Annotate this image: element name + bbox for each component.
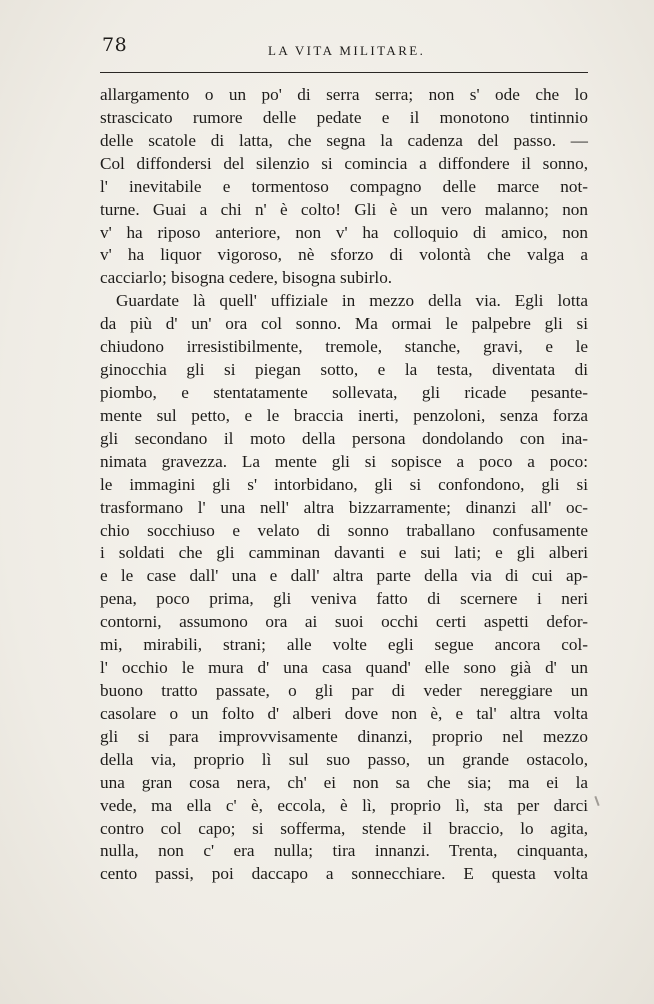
page-number: 78 <box>102 34 128 56</box>
text-line: l' occhio le mura d' una casa quand' elle sono già d' un <box>100 658 588 678</box>
paragraph-start-line: Guardate là quell' uffiziale in mezzo della via. Egli lotta <box>116 291 588 311</box>
text-line: casolare o un folto d' alberi dove non è, e tal' altra volta <box>100 703 588 723</box>
text-line: da più d' un' ora col sonno. Ma ormai le palpebre gli si <box>100 314 588 334</box>
text-line: trasformano l' una nell' altra bizzarramente; dinanzi all' oc- <box>100 497 588 517</box>
text-line: mi, mirabili, strani; alle volte egli segue ancora col- <box>100 635 588 655</box>
text-line: l' inevitabile e tormentoso compagno delle marce not- <box>100 176 588 196</box>
text-line: ginocchia gli si piegan sotto, e la testa, diventata di <box>100 360 588 380</box>
text-line: Col diffondersi del silenzio si comincia a diffondere il sonno, <box>100 153 588 173</box>
text-line: della via, proprio lì sul suo passo, un grande ostacolo, <box>100 749 588 769</box>
text-line: vede, ma ella c' è, eccola, è lì, proprio lì, sta per darci <box>100 795 588 815</box>
text-line: allargamento o un po' di serra serra; non s' ode che lo <box>100 85 588 104</box>
text-line: contro col capo; si sofferma, stende il braccio, lo agita, <box>100 818 588 838</box>
running-title: LA VITA MILITARE. <box>268 43 426 58</box>
text-line: le immagini gli s' intorbidano, gli si confondono, gli si <box>100 474 588 494</box>
text-line: gli secondano il moto della persona dondolando con ina- <box>100 428 588 448</box>
scan-speck <box>594 796 599 806</box>
text-line: e le case dall' una e dall' altra parte della via di cui ap- <box>100 566 588 586</box>
text-line: nimata gravezza. La mente gli si sopisce a poco a poco: <box>100 451 588 471</box>
text-line: v' ha liquor vigoroso, nè sforzo di volontà che valga a <box>100 245 588 265</box>
text-line: strascicato rumore delle pedate e il monotono tintinnio <box>100 107 588 127</box>
text-line: chiudono irresistibilmente, tremole, stanche, gravi, e le <box>100 337 588 357</box>
header-rule <box>100 72 588 73</box>
text-line: delle scatole di latta, che segna la cadenza del passo. — <box>100 130 588 150</box>
text-line: v' ha riposo anteriore, non v' ha colloquio di amico, non <box>100 222 588 242</box>
text-line: una gran cosa nera, ch' ei non sa che sia; ma ei la <box>100 772 588 792</box>
text-line: nulla, non c' era nulla; tira innanzi. Trenta, cinquanta, <box>100 841 588 861</box>
text-line: i soldati che gli camminan davanti e sui lati; e gli alberi <box>100 543 588 563</box>
text-line: pena, poco prima, gli veniva fatto di scernere i neri <box>100 589 588 609</box>
text-line: chio socchiuso e velato di sonno traballano confusamente <box>100 520 588 540</box>
text-line: mente sul petto, e le braccia inerti, penzoloni, senza forza <box>100 405 588 425</box>
text-line: piombo, e stentatamente sollevata, gli ricade pesante- <box>100 382 588 402</box>
text-line: cento passi, poi daccapo a sonnecchiare. E questa volta <box>100 864 588 884</box>
text-line: contorni, assumono ora ai suoi occhi certi aspetti defor- <box>100 612 588 632</box>
body-text <box>100 84 588 886</box>
text-line: turne. Guai a chi n' è colto! Gli è un vero malanno; non <box>100 199 588 219</box>
text-line: gli si para improvvisamente dinanzi, proprio nel mezzo <box>100 726 588 746</box>
paragraph-end-line: cacciarlo; bisogna cedere, bisogna subirlo. <box>100 268 393 288</box>
page-header <box>100 34 590 64</box>
text-line: buono tratto passate, o gli par di veder nereggiare un <box>100 680 588 700</box>
